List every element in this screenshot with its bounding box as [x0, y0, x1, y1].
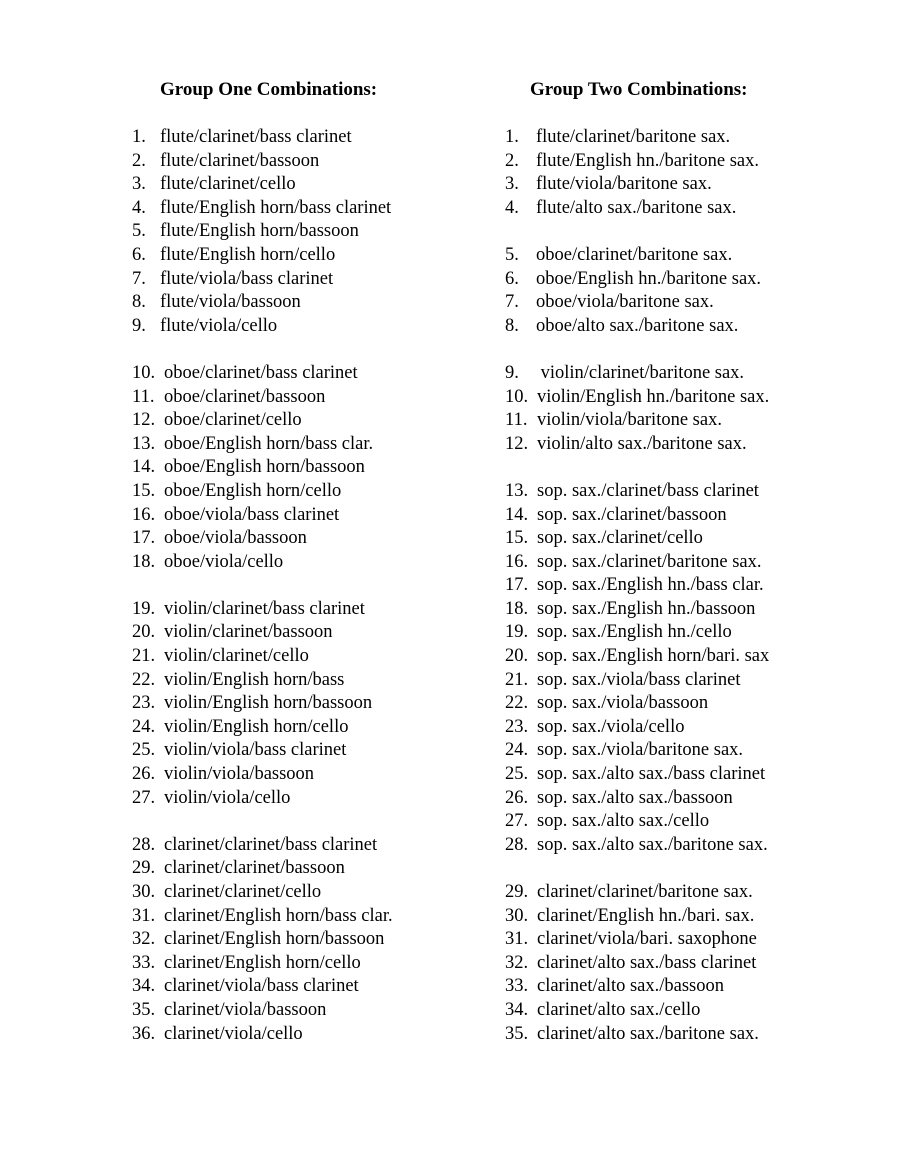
- item-instruments: sop. sax./English horn/bari. sax: [537, 646, 770, 667]
- combination-item: [132, 220, 482, 244]
- item-instruments: clarinet/clarinet/bass clarinet: [164, 834, 378, 855]
- item-number: 23.: [505, 716, 529, 737]
- item-number: 14.: [132, 457, 156, 478]
- combination-item: [132, 787, 482, 811]
- item-instruments: flute/clarinet/baritone sax.: [536, 127, 731, 147]
- item-number: 20.: [505, 646, 529, 667]
- group-two-heading: Group Two Combinations:: [530, 79, 748, 100]
- item-instruments: clarinet/clarinet/baritone sax.: [537, 882, 753, 902]
- item-instruments: clarinet/alto sax./cello: [537, 999, 701, 1020]
- item-number: 15.: [505, 528, 529, 549]
- combination-item: [132, 268, 482, 292]
- group-one-column: [132, 78, 482, 1046]
- combination-item: [132, 952, 482, 976]
- item-number: 7.: [505, 292, 519, 313]
- item-number: 6.: [505, 268, 519, 289]
- block-spacer: [132, 810, 482, 834]
- item-instruments: flute/clarinet/cello: [160, 174, 296, 195]
- combination-item: [505, 739, 835, 763]
- item-instruments: clarinet/viola/cello: [164, 1023, 303, 1044]
- item-instruments: violin/alto sax./baritone sax.: [537, 433, 747, 454]
- item-instruments: flute/English horn/bass clarinet: [160, 197, 392, 218]
- combination-item: [505, 244, 835, 268]
- item-instruments: sop. sax./alto sax./cello: [537, 811, 710, 832]
- item-number: 4.: [505, 197, 519, 218]
- item-instruments: sop. sax./viola/cello: [537, 716, 685, 737]
- combination-item: [132, 763, 482, 787]
- combination-item: [132, 480, 482, 504]
- item-number: 34.: [132, 976, 156, 997]
- combination-item: [132, 739, 482, 763]
- item-number: 8.: [505, 315, 519, 336]
- item-instruments: oboe/clarinet/baritone sax.: [536, 244, 733, 265]
- item-instruments: violin/viola/baritone sax.: [537, 410, 722, 431]
- item-number: 9.: [505, 362, 519, 383]
- combination-item: [505, 763, 835, 787]
- combination-item: [505, 834, 835, 858]
- item-number: 13.: [132, 433, 156, 454]
- combination-item: [505, 480, 835, 504]
- combination-item: [132, 244, 482, 268]
- combination-item: [505, 433, 835, 457]
- combination-item: [505, 787, 835, 811]
- item-instruments: flute/alto sax./baritone sax.: [536, 197, 737, 218]
- item-number: 8.: [132, 292, 146, 313]
- combination-item: [505, 409, 835, 433]
- item-number: 31.: [132, 905, 156, 926]
- item-instruments: violin/clarinet/bassoon: [164, 622, 333, 643]
- item-number: 22.: [132, 669, 156, 690]
- group-one-list: [132, 126, 482, 1046]
- item-instruments: oboe/English horn/bassoon: [164, 457, 365, 478]
- item-instruments: clarinet/English horn/bass clar.: [164, 905, 393, 926]
- combination-item: [505, 291, 835, 315]
- item-number: 35.: [505, 1023, 529, 1044]
- block-spacer: [132, 574, 482, 598]
- item-instruments: violin/English hn./baritone sax.: [537, 386, 770, 407]
- item-number: 36.: [132, 1023, 156, 1044]
- item-number: 2.: [132, 150, 146, 171]
- item-instruments: oboe/English hn./baritone sax.: [536, 268, 762, 289]
- item-instruments: flute/clarinet/bassoon: [160, 150, 320, 171]
- item-instruments: sop. sax./English hn./bassoon: [537, 598, 756, 619]
- item-number: 32.: [132, 929, 156, 950]
- combination-item: [505, 197, 835, 221]
- item-instruments: flute/clarinet/bass clarinet: [160, 127, 352, 147]
- item-number: 6.: [132, 244, 146, 265]
- item-instruments: clarinet/alto sax./bass clarinet: [537, 952, 757, 973]
- combination-item: [132, 409, 482, 433]
- item-instruments: sop. sax./clarinet/cello: [537, 528, 703, 549]
- item-number: 18.: [505, 598, 529, 619]
- item-number: 14.: [505, 504, 529, 525]
- combination-item: [132, 126, 482, 150]
- combination-item: [132, 197, 482, 221]
- item-instruments: clarinet/English horn/cello: [164, 952, 361, 973]
- item-instruments: oboe/English horn/cello: [164, 480, 342, 501]
- item-number: 10.: [505, 386, 529, 407]
- item-number: 17.: [505, 575, 529, 596]
- item-number: 12.: [132, 410, 156, 431]
- item-number: 25.: [132, 740, 156, 761]
- combination-item: [505, 692, 835, 716]
- combination-item: [132, 173, 482, 197]
- combination-item: [505, 551, 835, 575]
- item-number: 3.: [132, 174, 146, 195]
- item-number: 13.: [505, 480, 529, 501]
- item-instruments: sop. sax./alto sax./bassoon: [537, 787, 733, 808]
- group-one-heading: Group One Combinations:: [160, 79, 378, 100]
- combination-item: [505, 810, 835, 834]
- combination-item: [132, 716, 482, 740]
- item-instruments: sop. sax./viola/bassoon: [537, 693, 709, 714]
- block-spacer: [132, 338, 482, 362]
- item-instruments: violin/clarinet/bass clarinet: [164, 598, 365, 619]
- item-instruments: oboe/alto sax./baritone sax.: [536, 315, 739, 336]
- item-number: 3.: [505, 174, 519, 195]
- item-instruments: sop. sax./clarinet/bassoon: [537, 504, 727, 525]
- item-instruments: flute/viola/bass clarinet: [160, 268, 334, 289]
- combination-item: [505, 1023, 835, 1047]
- item-instruments: clarinet/viola/bari. saxophone: [537, 929, 757, 950]
- item-instruments: violin/viola/bassoon: [164, 764, 315, 785]
- combination-item: [132, 905, 482, 929]
- combination-item: [132, 645, 482, 669]
- item-instruments: sop. sax./clarinet/baritone sax.: [537, 551, 762, 572]
- item-instruments: violin/viola/cello: [164, 787, 291, 808]
- item-instruments: violin/clarinet/cello: [164, 646, 309, 667]
- combination-item: [505, 881, 835, 905]
- item-number: 12.: [505, 433, 529, 454]
- item-number: 16.: [505, 551, 529, 572]
- item-number: 11.: [132, 386, 155, 407]
- combination-item: [505, 716, 835, 740]
- combination-item: [132, 834, 482, 858]
- combination-item: [505, 621, 835, 645]
- item-number: 16.: [132, 504, 156, 525]
- item-number: 1.: [505, 127, 519, 147]
- combination-item: [505, 386, 835, 410]
- item-instruments: violin/viola/bass clarinet: [164, 740, 347, 761]
- combination-item: [505, 975, 835, 999]
- item-instruments: flute/viola/baritone sax.: [536, 174, 712, 195]
- combination-item: [132, 315, 482, 339]
- item-number: 24.: [505, 740, 529, 761]
- combination-item: [132, 621, 482, 645]
- item-instruments: oboe/clarinet/bass clarinet: [164, 362, 358, 383]
- item-number: 17.: [132, 528, 156, 549]
- combination-item: [505, 574, 835, 598]
- combination-item: [132, 504, 482, 528]
- combination-item: [132, 598, 482, 622]
- item-instruments: flute/English horn/cello: [160, 244, 336, 265]
- item-number: 32.: [505, 952, 529, 973]
- item-instruments: oboe/clarinet/bassoon: [164, 386, 326, 407]
- combination-item: [132, 881, 482, 905]
- combination-item: [505, 150, 835, 174]
- item-number: 25.: [505, 764, 529, 785]
- combination-item: [505, 645, 835, 669]
- combination-item: [505, 952, 835, 976]
- item-number: 21.: [505, 669, 529, 690]
- combination-item: [132, 669, 482, 693]
- combination-item: [505, 598, 835, 622]
- combination-item: [132, 928, 482, 952]
- item-number: 21.: [132, 646, 156, 667]
- item-number: 18.: [132, 551, 156, 572]
- item-number: 30.: [132, 882, 156, 902]
- item-number: 26.: [505, 787, 529, 808]
- block-spacer: [505, 220, 835, 244]
- item-instruments: sop. sax./alto sax./bass clarinet: [537, 764, 766, 785]
- item-instruments: clarinet/alto sax./bassoon: [537, 976, 725, 997]
- combination-item: [132, 999, 482, 1023]
- item-instruments: oboe/viola/cello: [164, 551, 284, 572]
- item-instruments: sop. sax./English hn./bass clar.: [537, 575, 764, 596]
- group-two-column: [505, 78, 835, 1046]
- item-instruments: sop. sax./alto sax./baritone sax.: [537, 834, 768, 855]
- item-number: 4.: [132, 197, 146, 218]
- item-instruments: sop. sax./viola/baritone sax.: [537, 740, 744, 761]
- item-number: 26.: [132, 764, 156, 785]
- item-instruments: violin/English horn/bass: [164, 669, 345, 690]
- combination-item: [132, 386, 482, 410]
- item-number: 9.: [132, 315, 146, 336]
- item-instruments: oboe/viola/bass clarinet: [164, 504, 340, 525]
- combination-item: [132, 857, 482, 881]
- item-number: 33.: [132, 952, 156, 973]
- item-instruments: sop. sax./viola/bass clarinet: [537, 669, 741, 690]
- item-number: 30.: [505, 905, 529, 926]
- item-number: 22.: [505, 693, 529, 714]
- combination-item: [132, 433, 482, 457]
- item-instruments: flute/English horn/bassoon: [160, 221, 359, 242]
- item-number: 27.: [505, 811, 529, 832]
- item-instruments: clarinet/viola/bassoon: [164, 999, 327, 1020]
- combination-item: [132, 692, 482, 716]
- item-instruments: clarinet/English hn./bari. sax.: [537, 905, 755, 926]
- item-instruments: flute/English hn./baritone sax.: [536, 150, 759, 171]
- item-number: 1.: [132, 127, 146, 147]
- combination-item: [505, 315, 835, 339]
- combination-item: [505, 173, 835, 197]
- item-instruments: clarinet/viola/bass clarinet: [164, 976, 359, 997]
- item-number: 5.: [505, 244, 519, 265]
- item-instruments: clarinet/alto sax./baritone sax.: [537, 1023, 759, 1044]
- item-number: 31.: [505, 929, 529, 950]
- item-instruments: sop. sax./English hn./cello: [537, 622, 732, 643]
- combination-item: [132, 1023, 482, 1047]
- item-number: 33.: [505, 976, 529, 997]
- combination-item: [505, 362, 835, 386]
- item-instruments: clarinet/clarinet/cello: [164, 882, 322, 902]
- combination-item: [132, 456, 482, 480]
- combination-item: [505, 504, 835, 528]
- item-instruments: oboe/viola/baritone sax.: [536, 292, 714, 313]
- item-instruments: oboe/viola/bassoon: [164, 528, 307, 549]
- item-instruments: clarinet/English horn/bassoon: [164, 929, 385, 950]
- combination-item: [505, 999, 835, 1023]
- item-number: 10.: [132, 362, 156, 383]
- item-instruments: flute/viola/bassoon: [160, 292, 301, 313]
- item-number: 28.: [132, 834, 156, 855]
- item-number: 24.: [132, 716, 156, 737]
- item-number: 28.: [505, 834, 529, 855]
- block-spacer: [505, 857, 835, 881]
- block-spacer: [505, 456, 835, 480]
- item-number: 23.: [132, 693, 156, 714]
- item-number: 29.: [132, 858, 156, 879]
- combination-item: [132, 150, 482, 174]
- item-number: 2.: [505, 150, 519, 171]
- item-number: 29.: [505, 882, 529, 902]
- block-spacer: [505, 338, 835, 362]
- item-instruments: oboe/English horn/bass clar.: [164, 433, 374, 454]
- combination-item: [505, 268, 835, 292]
- item-number: 27.: [132, 787, 156, 808]
- item-instruments: clarinet/clarinet/bassoon: [164, 858, 345, 879]
- item-number: 19.: [132, 598, 156, 619]
- item-number: 34.: [505, 999, 529, 1020]
- combination-item: [132, 551, 482, 575]
- combination-item: [505, 669, 835, 693]
- combination-item: [505, 126, 835, 150]
- item-instruments: oboe/clarinet/cello: [164, 410, 302, 431]
- combination-item: [132, 975, 482, 999]
- combination-item: [132, 362, 482, 386]
- item-instruments: violin/clarinet/baritone sax.: [536, 362, 745, 383]
- combination-item: [505, 928, 835, 952]
- item-number: 15.: [132, 480, 156, 501]
- combination-item: [505, 527, 835, 551]
- group-two-list: [505, 126, 835, 1046]
- combination-item: [132, 291, 482, 315]
- item-number: 11.: [505, 410, 528, 431]
- item-instruments: flute/viola/cello: [160, 315, 278, 336]
- item-number: 35.: [132, 999, 156, 1020]
- item-number: 7.: [132, 268, 146, 289]
- item-number: 20.: [132, 622, 156, 643]
- item-instruments: violin/English horn/cello: [164, 716, 349, 737]
- combination-item: [132, 527, 482, 551]
- item-instruments: sop. sax./clarinet/bass clarinet: [537, 480, 759, 501]
- item-number: 5.: [132, 221, 146, 242]
- item-instruments: violin/English horn/bassoon: [164, 693, 373, 714]
- combination-item: [505, 905, 835, 929]
- item-number: 19.: [505, 622, 529, 643]
